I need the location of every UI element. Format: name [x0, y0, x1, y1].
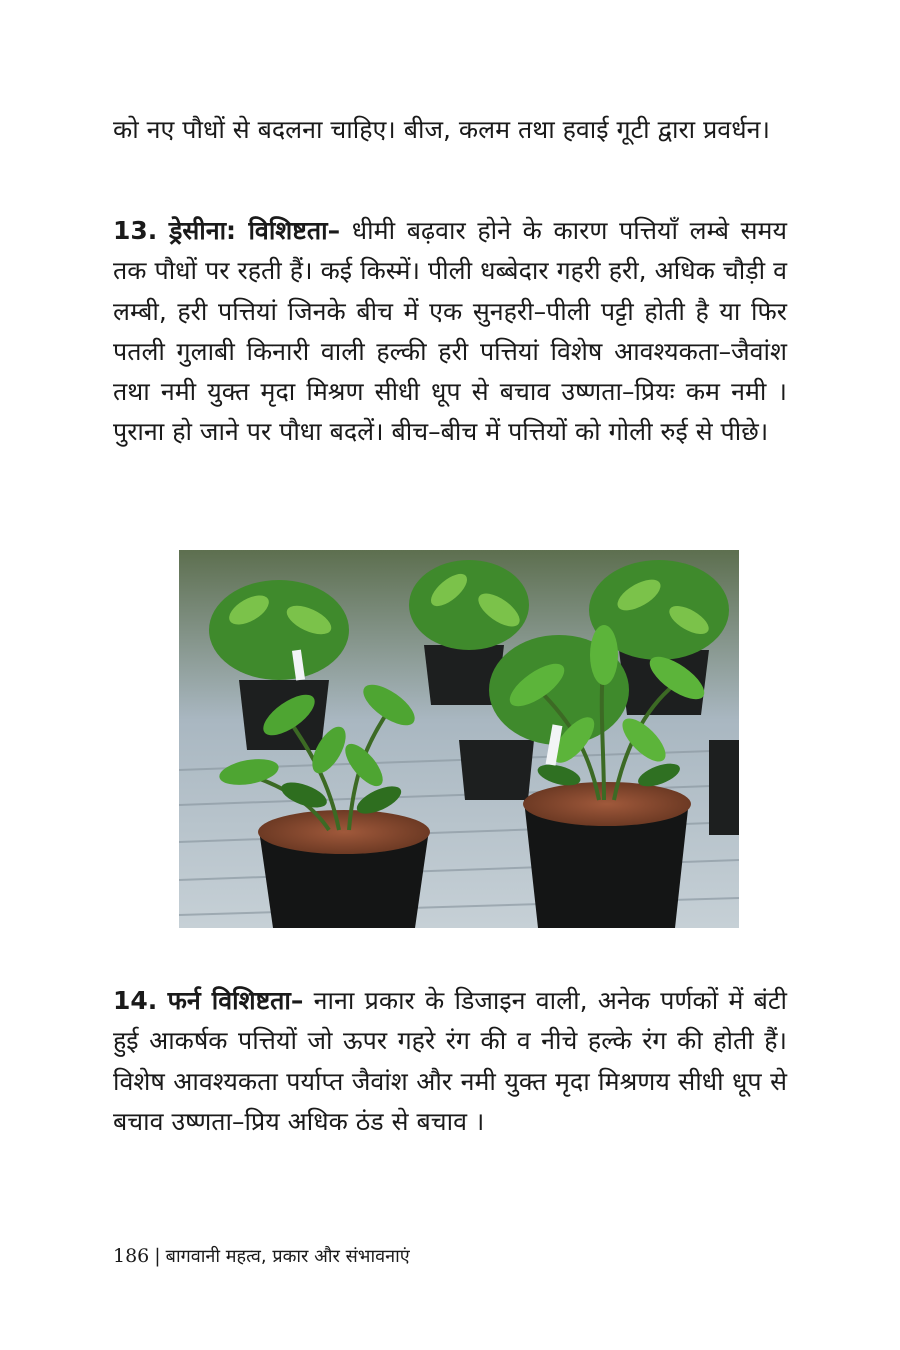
- intro-paragraph: [113, 110, 787, 150]
- page-number: 186: [113, 1245, 150, 1267]
- book-title: बागवानी महत्व, प्रकार और संभावनाएं: [165, 1246, 410, 1267]
- section-13-paragraph: [113, 211, 787, 453]
- section-14-paragraph: [113, 981, 787, 1142]
- section-14-heading: फर्न विशिष्टता–: [167, 986, 304, 1015]
- section-14-body: नाना प्रकार के डिजाइन वाली, अनेक पर्णकों में बंटी हुई आकर्षक पत्तियों जो ऊपर गहरे रंग की व नीचे हल्के रंग की होती हैं। विशेष आवश्यकता पर्याप्त जैवांश और नमी युक्त मृदा मिश्रणय सीधी धूप से बचाव उष्णता–प्रिय अधिक ठंड से बचाव ।: [113, 986, 788, 1136]
- page-footer: [113, 1242, 410, 1271]
- section-13-heading: ड्रेसीना: विशिष्टता–: [168, 216, 341, 245]
- section-13-body: धीमी बढ़वार होने के कारण पत्तियाँ लम्बे समय तक पौधों पर रहती हैं। कई किस्में। पीली धब्बेदार गहरी हरी, अधिक चौड़ी व लम्बी, हरी पत्तियां जिनके बीच में एक सुनहरी–पीली पट्टी होती है या फिर पतली गुलाबी किनारी वाली हल्की हरी पत्तियां विशेष आवश्यकता–जैवांश तथा नमी युक्त मृदा मिश्रण सीधी धूप से बचाव उष्णता–प्रियः कम नमी । पुराना हो जाने पर पौधा बदलें। बीच–बीच में पत्तियों को गोली रुई से पीछे।: [113, 216, 787, 447]
- section-13-number: 13.: [113, 216, 158, 245]
- intro-text: को नए पौधों से बदलना चाहिए। बीज, कलम तथा हवाई गूटी द्वारा प्रवर्धन।: [113, 115, 770, 144]
- section-14-number: 14.: [113, 986, 158, 1015]
- potted-plants-photo: [179, 550, 739, 928]
- footer-separator: |: [154, 1245, 161, 1267]
- plant-photo-icon: [179, 550, 739, 928]
